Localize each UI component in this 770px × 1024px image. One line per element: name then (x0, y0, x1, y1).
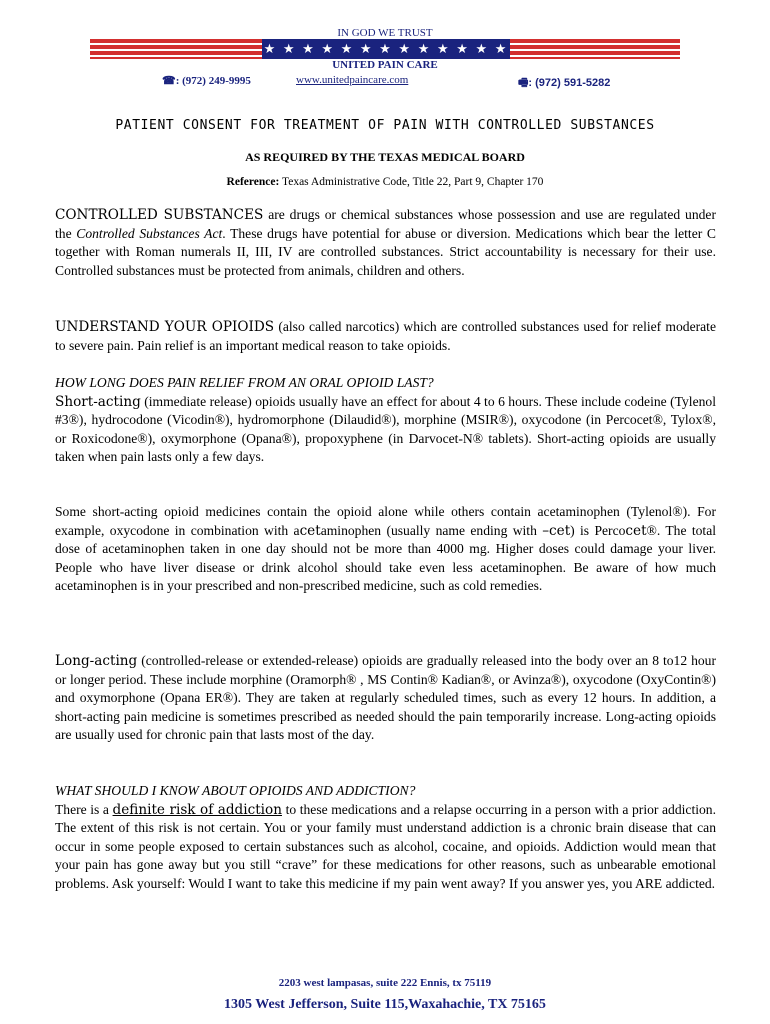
company-name: UNITED PAIN CARE (332, 59, 438, 71)
controlled-substances-heading: CONTROLLED SUBSTANCES (55, 207, 264, 223)
cet-highlight: –cet (542, 522, 571, 539)
phone-number (162, 74, 251, 87)
acetaminophen-paragraph (55, 503, 716, 596)
reference-label: Reference: (226, 176, 280, 188)
paragraph-text: (immediate release) opioids usually have an effect for about 4 to 6 hours. These include codeine (Tylenol #3®), hydrocodone (Vicodin®), hydromorphone (Dilaudid®), morphine (MSIR®), oxycodone (in Percocet®, Tylox®, or Roxicodone®), oxymorphone (Opana®), propoxyphene (in Darvocet-N® tablets). Short-acting opioids are usually taken when pain lasts only a few days. (55, 393, 716, 465)
document-subtitle: AS REQUIRED BY THE TEXAS MEDICAL BOARD (245, 150, 525, 164)
act-name: Controlled Substances Act (76, 225, 223, 241)
reference-text: Texas Administrative Code, Title 22, Part 9, Chapter 170 (279, 176, 544, 188)
phone-text: : (972) 249-9995 (175, 75, 251, 87)
long-acting-label: Long-acting (55, 653, 138, 669)
paragraph-text: (also called narcotics) which are controlled substances used for relief moderate to severe pain. Pain relief is an important medical reason to take opioids. (55, 319, 716, 353)
paragraph-text: aminophen (usually name ending with (320, 522, 543, 538)
document-title: PATIENT CONSENT FOR TREATMENT OF PAIN WITH CONTROLLED SUBSTANCES (115, 118, 655, 133)
short-acting-label: Short-acting (55, 393, 141, 410)
long-acting-paragraph (55, 652, 716, 745)
footer-address-waxahachie: 1305 West Jefferson, Suite 115,Waxahachie, TX 75165 (224, 997, 546, 1012)
phone-icon: ☎ (162, 75, 176, 87)
stars-bar: ★ ★ ★ ★ ★ ★ ★ ★ ★ ★ ★ ★ ★ (262, 39, 510, 59)
paragraph-text: ®. The total dose of acetaminophen taken in one day should not be more than 4000 mg. Higher doses could damage your liver. People who have liver disease or drink alcohol should take even less acetaminophen. Be aware of how much acetaminophen is in your prescribed and non-prescribed medicine, such as cold remedies. (55, 522, 717, 594)
understand-opioids-paragraph (55, 318, 716, 355)
addiction-paragraph (55, 782, 716, 894)
fax-text: : (972) 591-5282 (528, 77, 611, 89)
addiction-question: WHAT SHOULD I KNOW ABOUT OPIOIDS AND ADDICTION? (55, 783, 416, 798)
paragraph-text: There is a (55, 801, 113, 817)
controlled-substances-paragraph (55, 206, 716, 280)
fax-number (518, 74, 610, 93)
paragraph-text: Some short-acting opioid medicines contain the opioid alone while others contain acetaminophen (Tylenol®). For example, oxycodone in combination with a (55, 504, 716, 538)
relief-duration-paragraph (55, 374, 716, 467)
paragraph-text: . These drugs have potential for abuse or diversion. Medications which bear the letter C together with Roman numerals II, III, IV are controlled substances. Strict accountability is necessary for their use. Controlled substances must be protected from animals, children and others. (55, 225, 716, 278)
motto-text: IN GOD WE TRUST (337, 27, 433, 39)
relief-duration-question: HOW LONG DOES PAIN RELIEF FROM AN ORAL OPIOID LAST? (55, 375, 434, 390)
website-link[interactable]: www.unitedpaincare.com (296, 74, 409, 86)
footer-address-ennis: 2203 west lampasas, suite 222 Ennis, tx 75119 (278, 977, 492, 989)
paragraph-text: (controlled-release or extended-release) opioids are gradually released into the body over an 8 to12 hour or longer period. These include morphine (Oramorph® , MS Contin® Kadian®, or Avinza®), oxycodone (OxyContin®) and oxymorphone (Opana ER®). They are taken at regularly scheduled times, such as every 12 hours. In addition, a short-acting pain medicine is sometimes prescribed as needed should the pain temporarily increase. Long-acting opioids are usually used for chronic pain that lasts most of the day. (55, 653, 716, 743)
risk-of-addiction-text: definite risk of addiction (112, 801, 282, 818)
paragraph-text: to these medications and a relapse occurring in a person with a prior addiction. The extent of this risk is not certain. You or your family must understand addiction is a chronic brain disease that can occur in some people exposed to certain substances such as alcohol, cocaine, and opioids. Addiction would mean that your pain has gone away but you still “crave” for these medications for other reasons, such as unbearable emotional problems. Ask yourself: Would I want to take this medicine if my pain went away? If you answer yes, you ARE addicted. (55, 801, 716, 891)
fax-icon: 🖷 (518, 77, 529, 89)
paragraph-text: ) is Perco (570, 522, 626, 538)
cet-highlight: cet (625, 522, 647, 539)
flag-banner (90, 39, 680, 59)
reference-line (0, 176, 770, 188)
cet-highlight: cet (299, 522, 321, 539)
understand-opioids-heading: UNDERSTAND YOUR OPIOIDS (55, 319, 275, 335)
paragraph-text: are drugs or chemical substances whose possession and use are regulated under the (55, 207, 716, 241)
